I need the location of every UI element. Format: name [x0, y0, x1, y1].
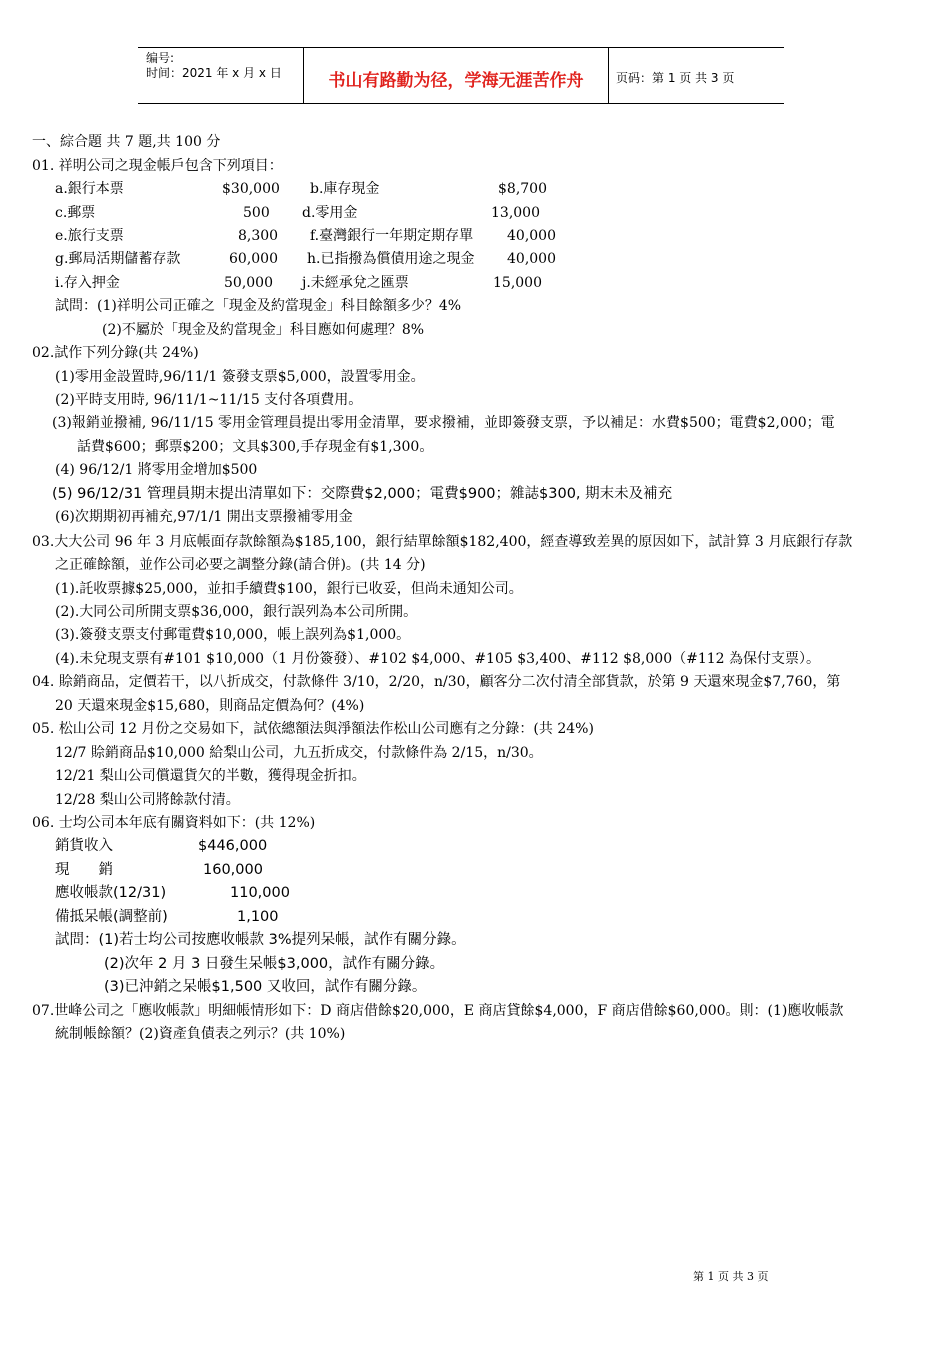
- page-header: [138, 47, 784, 104]
- header-divider: [608, 48, 609, 103]
- question-text: (2)不屬於「現金及約當現金」科目應如何處理？8%: [102, 322, 425, 338]
- question-text: (4).未兌現支票有#101 $10,000（1 月份簽發）、#102 $4,000、#105 $3,400、#112 $8,000（#112 為保付支票）。: [55, 651, 821, 667]
- item-label: 備抵呆帳(調整前): [55, 909, 168, 925]
- item-label: 現 銷: [55, 862, 113, 878]
- page-footer: 第 1 页 共 3 页: [693, 1270, 769, 1283]
- item-label: c.郵票: [55, 205, 96, 221]
- question-text: 20 天還來現金$15,680，則商品定價為何？(4%): [55, 698, 365, 714]
- question-text: (3)已沖銷之呆帳$1,500 又收回，試作有關分錄。: [104, 979, 427, 995]
- question-text: (5) 96/12/31 管理員期末提出清單如下：交際費$2,000；電費$900；雜誌$300, 期末未及補充: [52, 486, 673, 502]
- question-1: 01. 祥明公司之現金帳戶包含下列項目：: [32, 158, 283, 174]
- question-text: (6)次期期初再補充,97/1/1 開出支票撥補零用金: [55, 509, 353, 525]
- item-value: 40,000: [507, 251, 556, 267]
- question-4: 04. 賒銷商品，定價若干，以八折成交，付款條件 3/10，2/20，n/30，顧客分二次付清全部貨款，於第 9 天還來現金$7,760，第: [32, 674, 841, 690]
- question-text: (4) 96/12/1 將零用金增加$500: [55, 462, 258, 478]
- question-text: 之正確餘額，並作公司必要之調整分錄(請合併)。(共 14 分): [55, 557, 426, 573]
- date-label: 时间：2021 年 x 月 x 日: [146, 66, 282, 80]
- question-text: 話費$600；郵票$200；文具$300,手存現金有$1,300。: [77, 439, 434, 455]
- number-label: 编号:: [146, 51, 175, 65]
- item-value: 13,000: [491, 205, 540, 221]
- question-text: 統制帳餘額？(2)資產負債表之列示？(共 10%): [55, 1026, 346, 1042]
- item-value: 500: [243, 205, 270, 221]
- question-text: 12/7 賒銷商品$10,000 給梨山公司，九五折成交，付款條件為 2/15，n/30。: [55, 745, 543, 761]
- item-label: 應收帳款(12/31): [55, 885, 167, 901]
- item-value: $446,000: [198, 838, 268, 854]
- item-label: i.存入押金: [55, 275, 120, 291]
- item-label: e.旅行支票: [55, 228, 124, 244]
- question-3: 03.大大公司 96 年 3 月底帳面存款餘額為$185,100，銀行結單餘額$182,400，經查導致差異的原因如下，試計算 3 月底銀行存款: [32, 534, 853, 550]
- item-value: 8,300: [238, 228, 279, 244]
- question-5: 05. 松山公司 12 月份之交易如下，試依總額法與淨額法作松山公司應有之分錄：(共 24%): [32, 721, 594, 737]
- question-text: 12/21 梨山公司償還貨欠的半數，獲得現金折扣。: [55, 768, 366, 784]
- item-value: 110,000: [230, 885, 290, 901]
- question-text: (1).託收票據$25,000，並扣手續費$100，銀行已收妥，但尚未通知公司。: [55, 581, 523, 597]
- question-text: (2)平時支用時, 96/11/1~11/15 支付各項費用。: [55, 392, 363, 408]
- item-value: 40,000: [507, 228, 556, 244]
- question-text: (3).簽發支票支付郵電費$10,000，帳上誤列為$1,000。: [55, 627, 411, 643]
- item-value: $30,000: [222, 181, 280, 197]
- section-title: 一、綜合題 共 7 題,共 100 分: [32, 134, 221, 150]
- question-text: 試問：(1)若士均公司按應收帳款 3%提列呆帳，試作有關分錄。: [55, 932, 466, 948]
- item-value: 15,000: [493, 275, 542, 291]
- item-value: 50,000: [224, 275, 273, 291]
- page-label: 页码：第 1 页 共 3 页: [616, 71, 735, 85]
- item-label: j.未經承兌之匯票: [302, 275, 409, 291]
- question-text: (2)次年 2 月 3 日發生呆帳$3,000，試作有關分錄。: [104, 956, 445, 972]
- question-text: (1)零用金設置時,96/11/1 簽發支票$5,000，設置零用金。: [55, 369, 425, 385]
- question-text: 試問：(1)祥明公司正確之「現金及約當現金」科目餘額多少？4%: [55, 298, 462, 314]
- item-label: h.已指撥為償債用途之現金: [307, 251, 475, 267]
- item-value: 160,000: [203, 862, 263, 878]
- item-label: f.臺灣銀行一年期定期存單: [310, 228, 474, 244]
- question-text: 12/28 梨山公司將餘款付清。: [55, 792, 240, 808]
- question-7: 07.世峰公司之「應收帳款」明細帳情形如下：D 商店借餘$20,000，E 商店貸餘$4,000，F 商店借餘$60,000。則：(1)應收帳款: [32, 1003, 844, 1019]
- question-6: 06. 士均公司本年底有關資料如下：(共 12%): [32, 815, 316, 831]
- item-label: a.銀行本票: [55, 181, 124, 197]
- motto: 书山有路勤为径，学海无涯苦作舟: [328, 71, 584, 91]
- header-meta: [146, 51, 282, 81]
- question-text: (3)報銷並撥補, 96/11/15 零用金管理員提出零用金清單，要求撥補，並即簽發支票，予以補足：水費$500；電費$2,000；電: [52, 415, 835, 431]
- item-label: b.庫存現金: [310, 181, 380, 197]
- question-text: (2).大同公司所開支票$36,000，銀行誤列為本公司所開。: [55, 604, 418, 620]
- item-value: $8,700: [498, 181, 547, 197]
- item-label: d.零用金: [302, 205, 358, 221]
- item-value: 1,100: [237, 909, 279, 925]
- item-label: g.郵局活期儲蓄存款: [55, 251, 181, 267]
- item-value: 60,000: [229, 251, 278, 267]
- question-2: 02.試作下列分錄(共 24%): [32, 345, 199, 361]
- item-label: 銷貨收入: [55, 838, 113, 854]
